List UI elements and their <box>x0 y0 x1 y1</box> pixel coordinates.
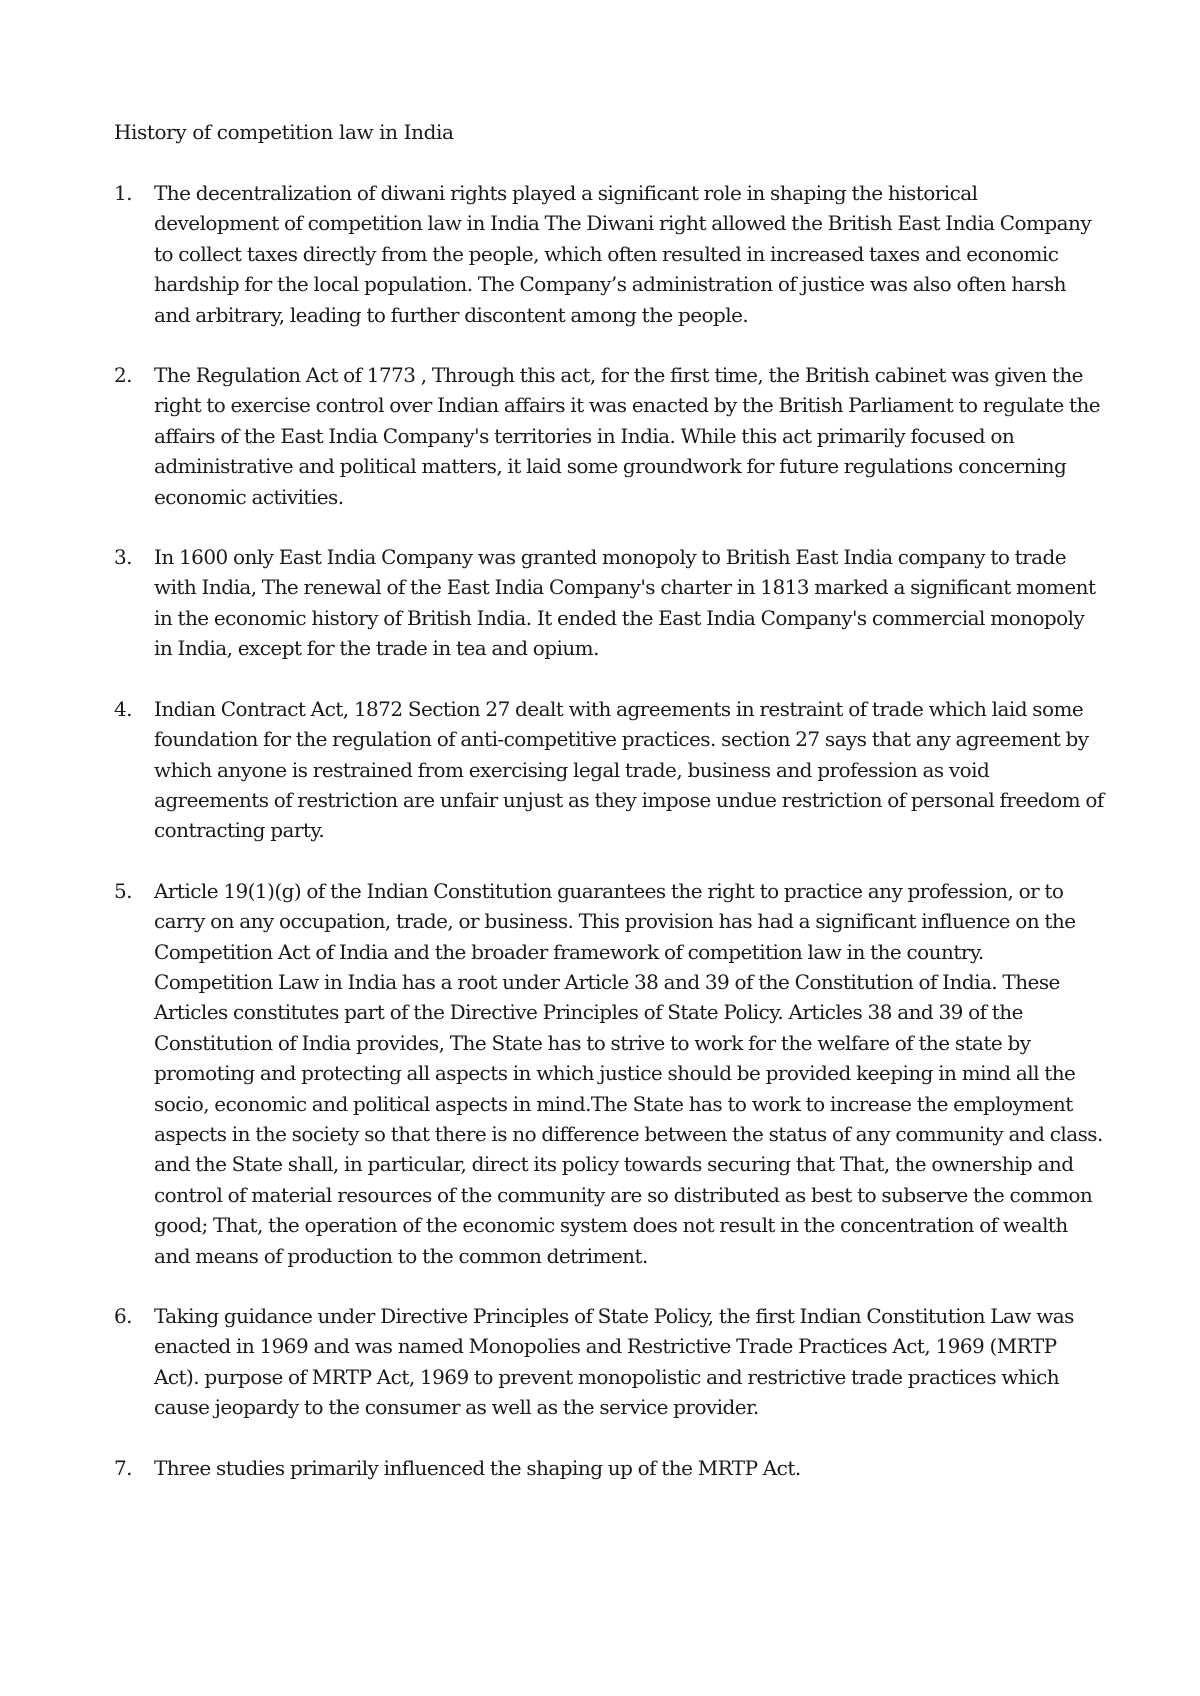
list-item <box>114 360 1104 512</box>
list-item-text: In 1600 only East India Company was granted monopoly to British East India company to trade with India, The renewal of the East India Company's charter in 1813 marked a significant moment in the economic history of British India. It ended the East India Company's commercial monopoly in India, except for the trade in tea and opium. <box>154 545 1096 661</box>
list-item <box>114 178 1104 330</box>
numbered-list <box>114 178 1104 1513</box>
list-item-text: Article 19(1)(g) of the Indian Constitution guarantees the right to practice any profession, or to carry on any occupation, trade, or business. This provision has had a significant influence on the Competition Act of India and the broader framework of competition law in the country. Competition Law in India has a root under Article 38 and 39 of the Constitution of India. These Articles constitutes part of the Directive Principles of State Policy. Articles 38 and 39 of the Constitution of India provides, The State has to strive to work for the welfare of the state by promoting and protecting all aspects in which justice should be provided keeping in mind all the socio, economic and political aspects in mind.The State has to work to increase the employment aspects in the society so that there is no difference between the status of any community and class. and the State shall, in particular, direct its policy towards securing that That, the ownership and control of material resources of the community are so distributed as best to subserve the common good; That, the operation of the economic system does not result in the concentration of wealth and means of production to the common detriment. <box>154 878 1103 1268</box>
list-item-number: 4. <box>114 696 132 721</box>
list-item-number: 3. <box>114 545 132 570</box>
list-item <box>114 1453 1104 1483</box>
list-item-number: 7. <box>114 1455 132 1480</box>
list-item-number: 1. <box>114 181 132 205</box>
list-item <box>114 542 1104 664</box>
list-item-text: Indian Contract Act, 1872 Section 27 dealt with agreements in restraint of trade which laid some foundation for the regulation of anti-competitive practices. section 27 says that any agreement by which anyone is restrained from exercising legal trade, business and profession as void agreements of restriction are unfair unjust as they impose undue restriction of personal freedom of contracting party. <box>154 696 1104 843</box>
document-title: History of competition law in India <box>114 120 454 144</box>
list-item-number: 6. <box>114 1304 132 1328</box>
list-item-number: 5. <box>114 878 132 903</box>
list-item <box>114 694 1104 846</box>
list-item-text: The Regulation Act of 1773 , Through this act, for the first time, the British cabinet was given the right to exercise control over Indian affairs it was enacted by the British Parliament to regulate the affairs of the East India Company's territories in India. While this act primarily focused on administrative and political matters, it laid some groundwork for future regulations concerning economic activities. <box>154 363 1101 509</box>
list-item <box>114 876 1104 1271</box>
list-item-text: Taking guidance under Directive Principles of State Policy, the first Indian Constitution Law was enacted in 1969 and was named Monopolies and Restrictive Trade Practices Act, 1969 (MRTP Act). purpose of MRTP Act, 1969 to prevent monopolistic and restrictive trade practices which cause jeopardy to the consumer as well as the service provider. <box>154 1304 1074 1420</box>
list-item-text: Three studies primarily influenced the shaping up of the MRTP Act. <box>154 1455 801 1480</box>
list-item-text: The decentralization of diwani rights played a significant role in shaping the historical development of competition law in India The Diwani right allowed the British East India Company to collect taxes directly from the people, which often resulted in increased taxes and economic hardship for the local population. The Company’s administration of justice was also often harsh and arbitrary, leading to further discontent among the people. <box>154 181 1092 327</box>
list-item <box>114 1301 1104 1423</box>
list-item-number: 2. <box>114 363 132 388</box>
